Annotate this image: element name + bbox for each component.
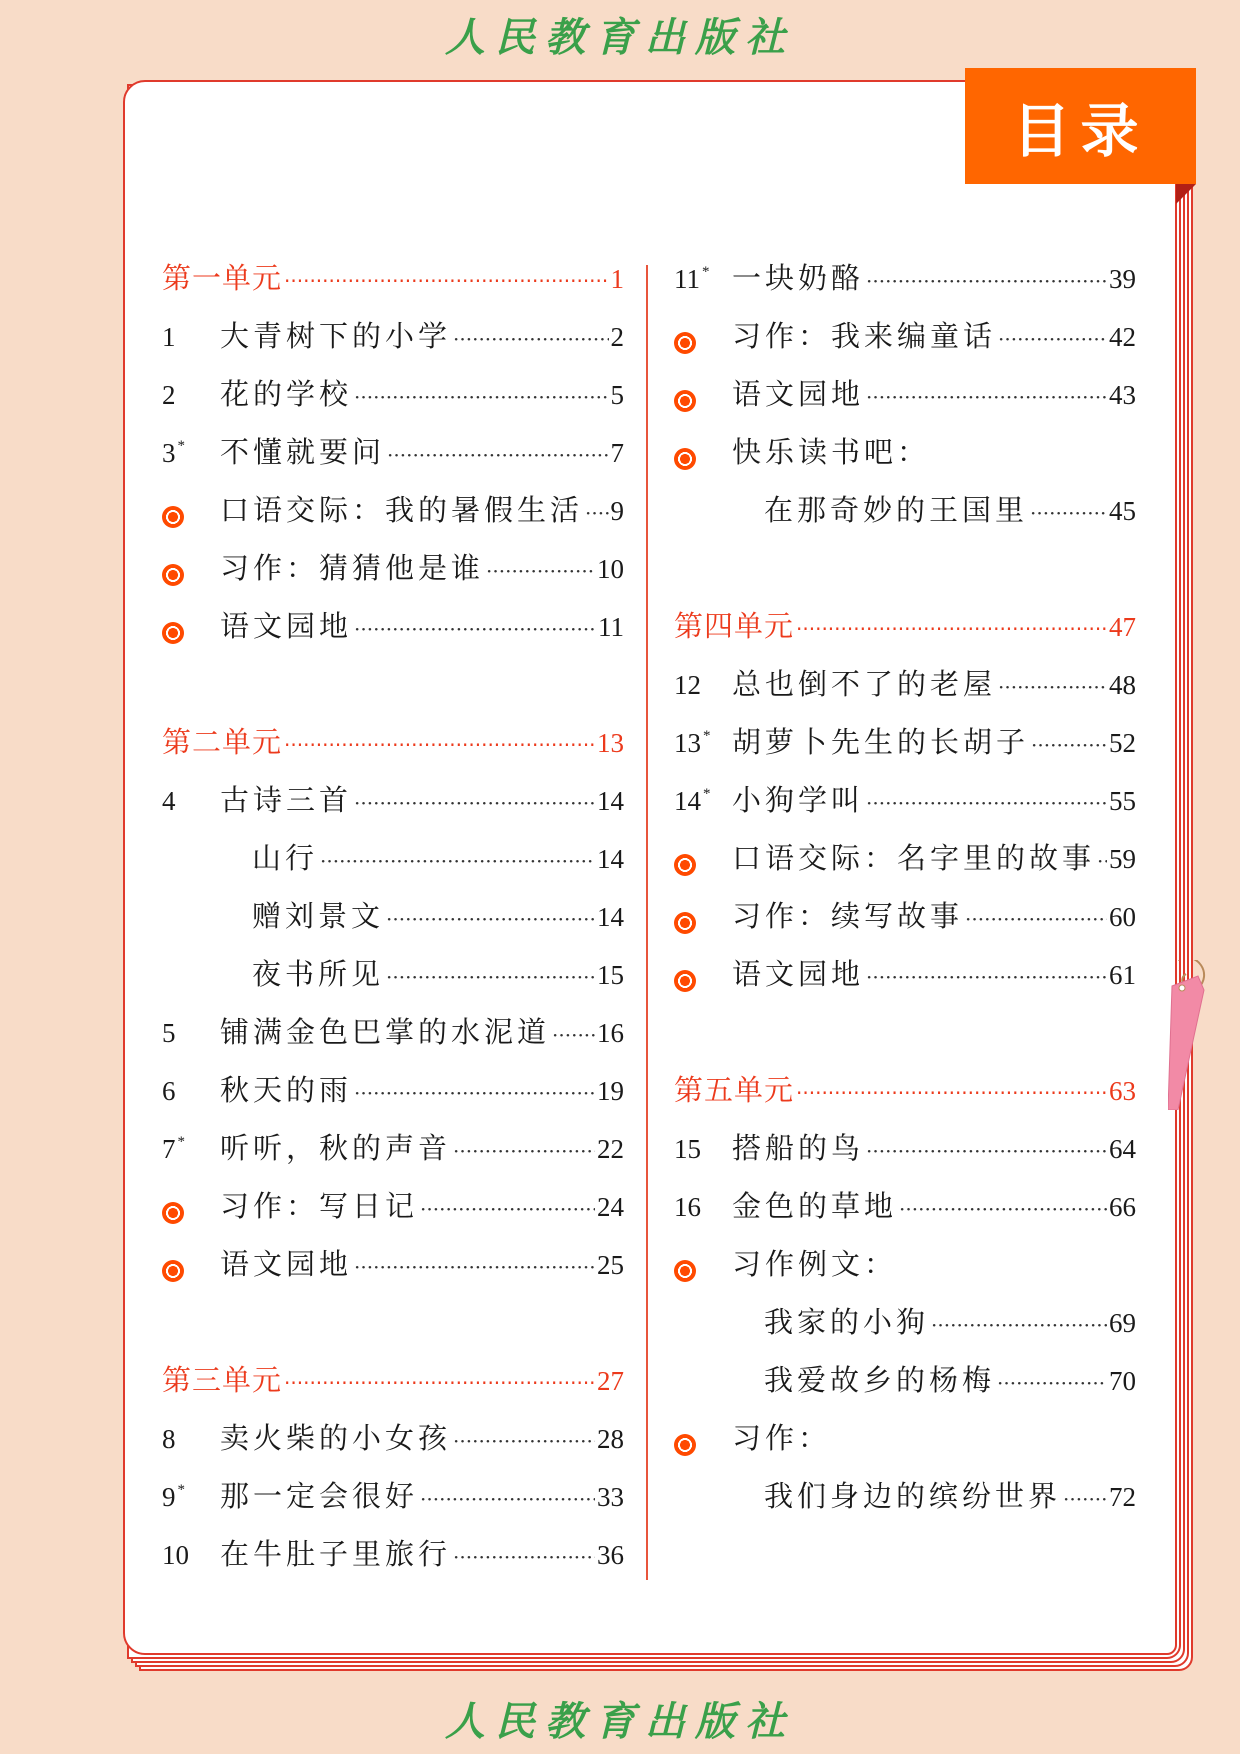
entry-title: 卖火柴的小女孩 xyxy=(220,1421,452,1455)
entry-title: 听听，秋的声音 xyxy=(220,1131,452,1165)
target-bullet-icon xyxy=(674,390,732,412)
dot-leader xyxy=(284,733,595,757)
entry-title: 铺满金色巴掌的水泥道 xyxy=(220,1015,551,1049)
dot-leader xyxy=(585,501,608,525)
dot-leader xyxy=(420,1197,595,1221)
dot-leader xyxy=(354,1081,595,1105)
dot-leader xyxy=(998,327,1107,351)
toc-activity-entry[interactable] xyxy=(674,894,1136,952)
toc-activity-entry[interactable] xyxy=(162,1184,624,1242)
entry-title: 赠刘景文 xyxy=(252,899,385,933)
toc-poem-entry[interactable] xyxy=(162,894,624,952)
dot-leader xyxy=(386,907,595,931)
dot-leader xyxy=(387,443,608,467)
target-bullet-icon xyxy=(162,622,220,644)
dot-leader xyxy=(866,965,1107,989)
optional-star-marker: * xyxy=(702,264,710,280)
dot-leader xyxy=(931,1313,1107,1337)
toc-activity-entry[interactable] xyxy=(162,604,624,662)
toc-lesson-entry[interactable] xyxy=(674,778,1136,836)
dot-leader xyxy=(1031,733,1107,757)
dot-leader xyxy=(796,1081,1107,1105)
page-number: 33 xyxy=(597,1482,624,1512)
entry-title: 不懂就要问 xyxy=(220,435,386,469)
lesson-number: 6 xyxy=(162,1076,176,1106)
dot-leader xyxy=(1063,1487,1107,1511)
dot-leader xyxy=(866,1139,1107,1163)
entry-title: 口语交际：名字里的故事 xyxy=(732,841,1096,875)
page-number: 36 xyxy=(597,1540,624,1570)
entry-title: 我爱故乡的杨梅 xyxy=(764,1363,996,1397)
entry-title: 习作： xyxy=(732,1421,832,1455)
page-number: 19 xyxy=(597,1076,624,1106)
section-spacer xyxy=(674,546,1136,604)
toc-activity-entry[interactable] xyxy=(674,1416,1136,1474)
page-number: 69 xyxy=(1109,1308,1136,1338)
toc-activity-entry[interactable] xyxy=(162,1242,624,1300)
dot-leader xyxy=(320,849,595,873)
dot-leader xyxy=(899,1197,1107,1221)
dot-leader xyxy=(354,617,596,641)
entry-title: 口语交际：我的暑假生活 xyxy=(220,493,584,527)
page-number: 48 xyxy=(1109,670,1136,700)
page-number: 47 xyxy=(1109,612,1136,642)
toc-title-tab xyxy=(965,68,1196,184)
toc-lesson-entry[interactable] xyxy=(674,256,1136,314)
toc-lesson-entry[interactable] xyxy=(674,662,1136,720)
dot-leader xyxy=(486,559,595,583)
page-number: 72 xyxy=(1109,1482,1136,1512)
page-number: 16 xyxy=(597,1018,624,1048)
page-number: 64 xyxy=(1109,1134,1136,1164)
entry-title: 习作例文： xyxy=(732,1247,898,1281)
entry-title: 胡萝卜先生的长胡子 xyxy=(732,725,1030,759)
dot-leader xyxy=(796,617,1107,641)
page-number: 52 xyxy=(1109,728,1136,758)
toc-lesson-entry[interactable] xyxy=(162,1532,624,1590)
lesson-number: 10 xyxy=(162,1540,189,1570)
dot-leader xyxy=(386,965,595,989)
dot-leader xyxy=(354,791,595,815)
page-number: 14 xyxy=(597,902,624,932)
entry-title: 小狗学叫 xyxy=(732,783,865,817)
page-number: 7 xyxy=(610,438,624,468)
entry-title: 花的学校 xyxy=(220,377,353,411)
entry-title: 第二单元 xyxy=(162,725,283,759)
entry-title: 在那奇妙的王国里 xyxy=(764,493,1029,527)
lesson-number: 5 xyxy=(162,1018,176,1048)
entry-title: 语文园地 xyxy=(732,957,865,991)
toc-lesson-entry[interactable] xyxy=(674,1184,1136,1242)
toc-sub-entry[interactable] xyxy=(674,1300,1136,1358)
lesson-number: 11 * xyxy=(674,264,710,294)
entry-title: 快乐读书吧： xyxy=(732,435,931,469)
target-bullet-icon xyxy=(674,1260,732,1282)
entry-title: 我家的小狗 xyxy=(764,1305,930,1339)
entry-title: 语文园地 xyxy=(220,609,353,643)
page-number: 45 xyxy=(1109,496,1136,526)
target-bullet-icon xyxy=(674,854,732,876)
page-number: 5 xyxy=(610,380,624,410)
entry-title: 古诗三首 xyxy=(220,783,353,817)
column-divider xyxy=(646,265,648,1580)
toc-activity-entry[interactable] xyxy=(162,488,624,546)
toc-lesson-entry[interactable] xyxy=(162,430,624,488)
dot-leader xyxy=(1097,849,1107,873)
lesson-number: 7 * xyxy=(162,1134,185,1164)
page-number: 60 xyxy=(1109,902,1136,932)
optional-star-marker: * xyxy=(177,1482,185,1498)
entry-title: 秋天的雨 xyxy=(220,1073,353,1107)
page-number: 10 xyxy=(597,554,624,584)
toc-lesson-entry[interactable] xyxy=(162,314,624,372)
section-spacer xyxy=(674,1010,1136,1068)
entry-title: 语文园地 xyxy=(732,377,865,411)
toc-unit-heading[interactable] xyxy=(674,604,1136,662)
toc-activity-entry[interactable] xyxy=(674,372,1136,430)
page-number: 61 xyxy=(1109,960,1136,990)
target-bullet-icon xyxy=(162,1260,220,1282)
toc-activity-entry[interactable] xyxy=(674,1242,1136,1300)
toc-lesson-entry[interactable] xyxy=(162,1474,624,1532)
page-number: 66 xyxy=(1109,1192,1136,1222)
lesson-number: 2 xyxy=(162,380,176,410)
page-number: 24 xyxy=(597,1192,624,1222)
entry-title: 总也倒不了的老屋 xyxy=(732,667,997,701)
page-number: 14 xyxy=(597,786,624,816)
toc-unit-heading[interactable] xyxy=(162,720,624,778)
page-number: 63 xyxy=(1109,1076,1136,1106)
entry-title: 习作：猜猜他是谁 xyxy=(220,551,485,585)
optional-star-marker: * xyxy=(703,786,711,802)
target-bullet-icon xyxy=(674,1434,732,1456)
target-bullet-icon xyxy=(674,970,732,992)
optional-star-marker: * xyxy=(177,1134,185,1150)
dot-leader xyxy=(965,907,1107,931)
toc-poem-entry[interactable] xyxy=(162,952,624,1010)
lesson-number: 8 xyxy=(162,1424,176,1454)
page-number: 9 xyxy=(610,496,624,526)
toc-unit-heading[interactable] xyxy=(162,1358,624,1416)
toc-unit-heading[interactable] xyxy=(162,256,624,314)
entry-title: 夜书所见 xyxy=(252,957,385,991)
dot-leader xyxy=(453,1545,595,1569)
toc-lesson-entry[interactable] xyxy=(162,1010,624,1068)
dot-leader xyxy=(453,1139,595,1163)
toc-unit-heading[interactable] xyxy=(674,1068,1136,1126)
dot-leader xyxy=(453,327,608,351)
toc-activity-entry[interactable] xyxy=(674,314,1136,372)
page-number: 28 xyxy=(597,1424,624,1454)
dot-leader xyxy=(552,1023,595,1047)
entry-title: 第三单元 xyxy=(162,1363,283,1397)
lesson-number: 12 xyxy=(674,670,701,700)
dot-leader xyxy=(284,1371,595,1395)
dot-leader xyxy=(1030,501,1107,525)
page-number: 25 xyxy=(597,1250,624,1280)
toc-lesson-entry[interactable] xyxy=(674,1126,1136,1184)
publisher-logo-bottom: 人民教育出版社 xyxy=(445,1698,795,1745)
section-spacer xyxy=(162,1300,624,1358)
page-number: 55 xyxy=(1109,786,1136,816)
tab-fold-shadow xyxy=(1176,184,1196,204)
page-number: 70 xyxy=(1109,1366,1136,1396)
lesson-number: 4 xyxy=(162,786,176,816)
entry-title: 一块奶酪 xyxy=(732,261,865,295)
entry-title: 大青树下的小学 xyxy=(220,319,452,353)
page-number: 42 xyxy=(1109,322,1136,352)
entry-title: 在牛肚子里旅行 xyxy=(220,1537,452,1571)
optional-star-marker: * xyxy=(703,728,711,744)
entry-title: 习作：写日记 xyxy=(220,1189,419,1223)
page-number: 39 xyxy=(1109,264,1136,294)
toc-activity-entry[interactable] xyxy=(674,952,1136,1010)
page-number: 2 xyxy=(610,322,624,352)
lesson-number: 15 xyxy=(674,1134,701,1164)
toc-lesson-entry[interactable] xyxy=(162,1068,624,1126)
toc-lesson-entry[interactable] xyxy=(162,778,624,836)
entry-title: 搭船的鸟 xyxy=(732,1131,865,1165)
page-number: 59 xyxy=(1109,844,1136,874)
toc-lesson-entry[interactable] xyxy=(674,720,1136,778)
lesson-number: 3 * xyxy=(162,438,185,468)
toc-activity-entry[interactable] xyxy=(674,430,1136,488)
toc-right-column xyxy=(674,256,1136,1532)
target-bullet-icon xyxy=(162,506,220,528)
lesson-number: 13 * xyxy=(674,728,711,758)
entry-title: 我们身边的缤纷世界 xyxy=(764,1479,1062,1513)
dot-leader xyxy=(284,269,608,293)
page-number: 43 xyxy=(1109,380,1136,410)
lesson-number: 14 * xyxy=(674,786,711,816)
dot-leader xyxy=(354,385,608,409)
target-bullet-icon xyxy=(674,332,732,354)
entry-title: 那一定会很好 xyxy=(220,1479,419,1513)
toc-poem-entry[interactable] xyxy=(162,836,624,894)
section-spacer xyxy=(162,662,624,720)
optional-star-marker: * xyxy=(177,438,185,454)
toc-sub-entry[interactable] xyxy=(674,488,1136,546)
lesson-number: 9 * xyxy=(162,1482,185,1512)
entry-title: 金色的草地 xyxy=(732,1189,898,1223)
page-number: 13 xyxy=(597,728,624,758)
dot-leader xyxy=(866,385,1107,409)
toc-lesson-entry[interactable] xyxy=(162,372,624,430)
dot-leader xyxy=(354,1255,595,1279)
dot-leader xyxy=(866,791,1107,815)
entry-title: 第一单元 xyxy=(162,261,283,295)
dot-leader xyxy=(866,269,1107,293)
target-bullet-icon xyxy=(674,912,732,934)
lesson-number: 16 xyxy=(674,1192,701,1222)
lesson-number: 1 xyxy=(162,322,176,352)
toc-sub-entry[interactable] xyxy=(674,1474,1136,1532)
dot-leader xyxy=(998,675,1107,699)
target-bullet-icon xyxy=(162,1202,220,1224)
page-number: 15 xyxy=(597,960,624,990)
page-number: 27 xyxy=(597,1366,624,1396)
entry-title: 习作：我来编童话 xyxy=(732,319,997,353)
toc-activity-entry[interactable] xyxy=(674,836,1136,894)
toc-left-column xyxy=(162,256,624,1590)
page-number: 1 xyxy=(610,264,624,294)
entry-title: 第四单元 xyxy=(674,609,795,643)
publisher-logo-top: 人民教育出版社 xyxy=(445,14,795,61)
entry-title: 山行 xyxy=(252,841,319,875)
page-number: 22 xyxy=(597,1134,624,1164)
toc-lesson-entry[interactable] xyxy=(162,1416,624,1474)
dot-leader xyxy=(997,1371,1107,1395)
toc-title: 目录 xyxy=(1012,97,1149,165)
target-bullet-icon xyxy=(674,448,732,470)
toc-lesson-entry[interactable] xyxy=(162,1126,624,1184)
toc-activity-entry[interactable] xyxy=(162,546,624,604)
bookmark-tag-icon xyxy=(1168,960,1208,1110)
entry-title: 第五单元 xyxy=(674,1073,795,1107)
dot-leader xyxy=(420,1487,595,1511)
page-number: 14 xyxy=(597,844,624,874)
toc-sub-entry[interactable] xyxy=(674,1358,1136,1416)
entry-title: 语文园地 xyxy=(220,1247,353,1281)
dot-leader xyxy=(453,1429,595,1453)
target-bullet-icon xyxy=(162,564,220,586)
entry-title: 习作：续写故事 xyxy=(732,899,964,933)
page-number: 11 xyxy=(598,612,624,642)
